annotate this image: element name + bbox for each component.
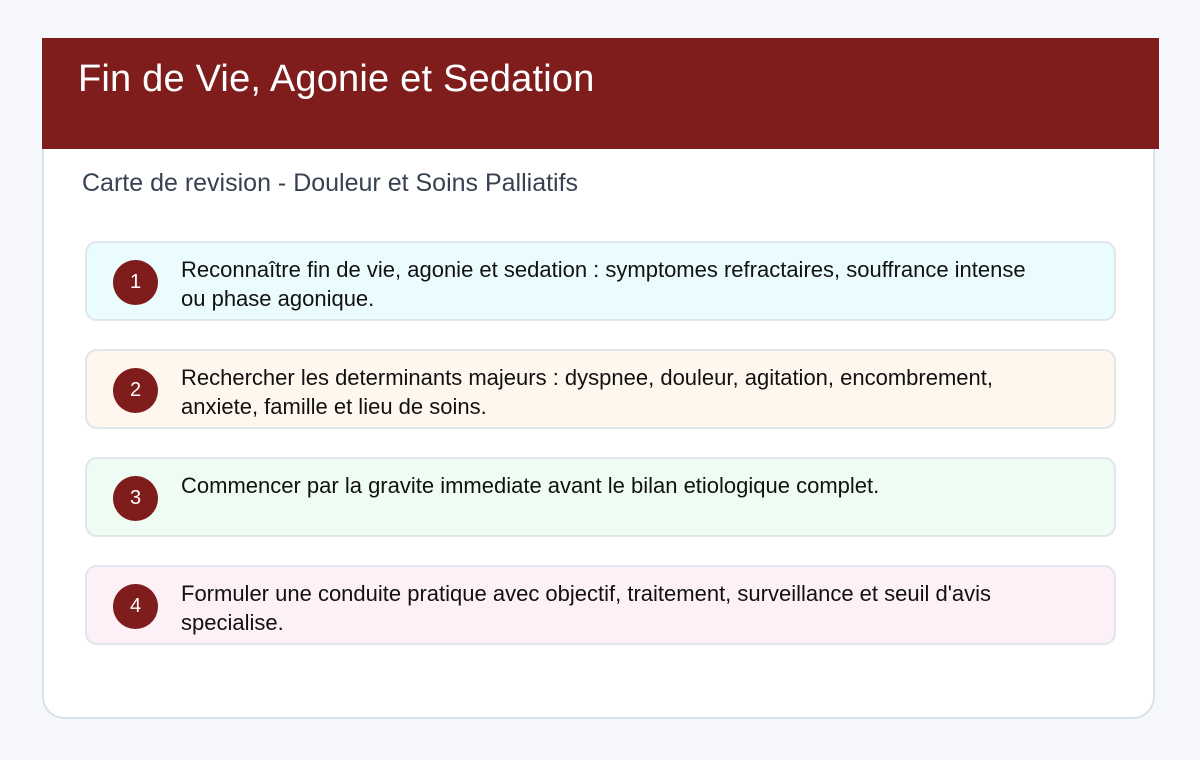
step-item-1 <box>85 241 1116 321</box>
step-text: Rechercher les determinants majeurs : dyspnee, douleur, agitation, encombrement, anxiete, famille et lieu de soins. <box>181 365 993 419</box>
step-number-badge: 2 <box>113 368 158 413</box>
step-number-badge: 1 <box>113 260 158 305</box>
step-item-3 <box>85 457 1116 537</box>
step-text: Reconnaître fin de vie, agonie et sedation : symptomes refractaires, souffrance intense ou phase agonique. <box>181 257 1026 311</box>
step-text: Commencer par la gravite immediate avant le bilan etiologique complet. <box>181 473 880 498</box>
step-number-badge: 3 <box>113 476 158 521</box>
page-title: Fin de Vie, Agonie et Sedation <box>78 58 595 100</box>
step-item-2 <box>85 349 1116 429</box>
step-item-4 <box>85 565 1116 645</box>
card-header <box>42 38 1159 149</box>
step-number-badge: 4 <box>113 584 158 629</box>
card-subtitle: Carte de revision - Douleur et Soins Palliatifs <box>82 169 579 197</box>
step-text: Formuler une conduite pratique avec objectif, traitement, surveillance et seuil d'avis specialise. <box>181 581 992 635</box>
